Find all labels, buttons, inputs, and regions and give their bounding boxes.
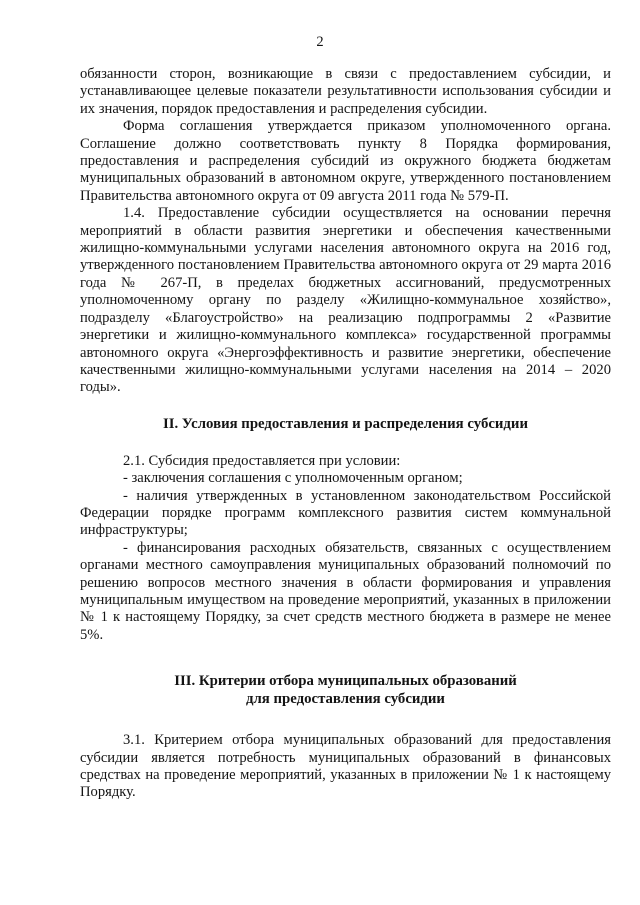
paragraph-1-4: 1.4. Предоставление субсидии осуществляется на основании перечня мероприятий в области развития энергетики и обеспечения качественными жилищно-коммунальными услугами населения автономного округа на 2016 год, утвержденного постановлением Правительства автономного округа от 29 марта 2016 года № 267-П, в пределах бюджетных ассигнований, предусмотренных уполномоченному органу по разделу «Жилищно-коммунальное хозяйство», подразделу «Благоустройство» на реализацию подпрограммы 2 «Развитие энергетики и жилищно-коммунального комплекса» государственной программы автономного округа «Энергоэффективность и развитие энергетики, обеспечение качественными жилищно-коммунальными услугами населения на 2014 – 2020 годы». xyxy=(80,205,611,396)
paragraph-obligations: обязанности сторон, возникающие в связи с предоставлением субсидии, и устанавливающее целевые показатели результативности использования субсидии и их значения, порядок предоставления и распределения субсидии. xyxy=(80,66,611,117)
paragraph-agreement-form: Форма соглашения утверждается приказом уполномоченного органа. Соглашение должно соответствовать пункту 8 Порядка формирования, предоставления и распределения субсидий из окружного бюджета бюджетам муниципальных образований в автономном округе, утвержденного постановлением Правительства автономного округа от 09 августа 2011 года № 579-П. xyxy=(80,118,611,204)
paragraph-3-1: 3.1. Критерием отбора муниципальных образований для предоставления субсидии является потребность муниципальных образований в финансовых средствах на проведение мероприятий, указанных в приложении № 1 к настоящему Порядку. xyxy=(80,732,611,801)
section-3-heading-line2: для предоставления субсидии xyxy=(246,691,445,708)
paragraph-2-1-item-agreement: - заключения соглашения с уполномоченным органом; xyxy=(123,470,463,487)
document-body xyxy=(80,66,611,802)
section-2-heading: II. Условия предоставления и распределения субсидии xyxy=(163,415,528,432)
section-3-heading-line1: III. Критерии отбора муниципальных образований xyxy=(174,673,517,690)
paragraph-2-1: 2.1. Субсидия предоставляется при условии: xyxy=(123,452,401,469)
paragraph-2-1-item-financing: - финансирования расходных обязательств, связанных с осуществлением органами местного самоуправления муниципальных образований полномочий по решению вопросов местного значения в области формирования и управления муниципальным имуществом на проведение мероприятий, указанных в приложении № 1 к настоящему Порядку, за счет средств местного бюджета в размере не менее 5%. xyxy=(80,539,611,643)
paragraph-2-1-item-programs: - наличия утвержденных в установленном законодательством Российской Федерации порядке программ комплексного развития систем коммунальной инфраструктуры; xyxy=(80,487,611,539)
page-number: 2 xyxy=(316,34,324,50)
